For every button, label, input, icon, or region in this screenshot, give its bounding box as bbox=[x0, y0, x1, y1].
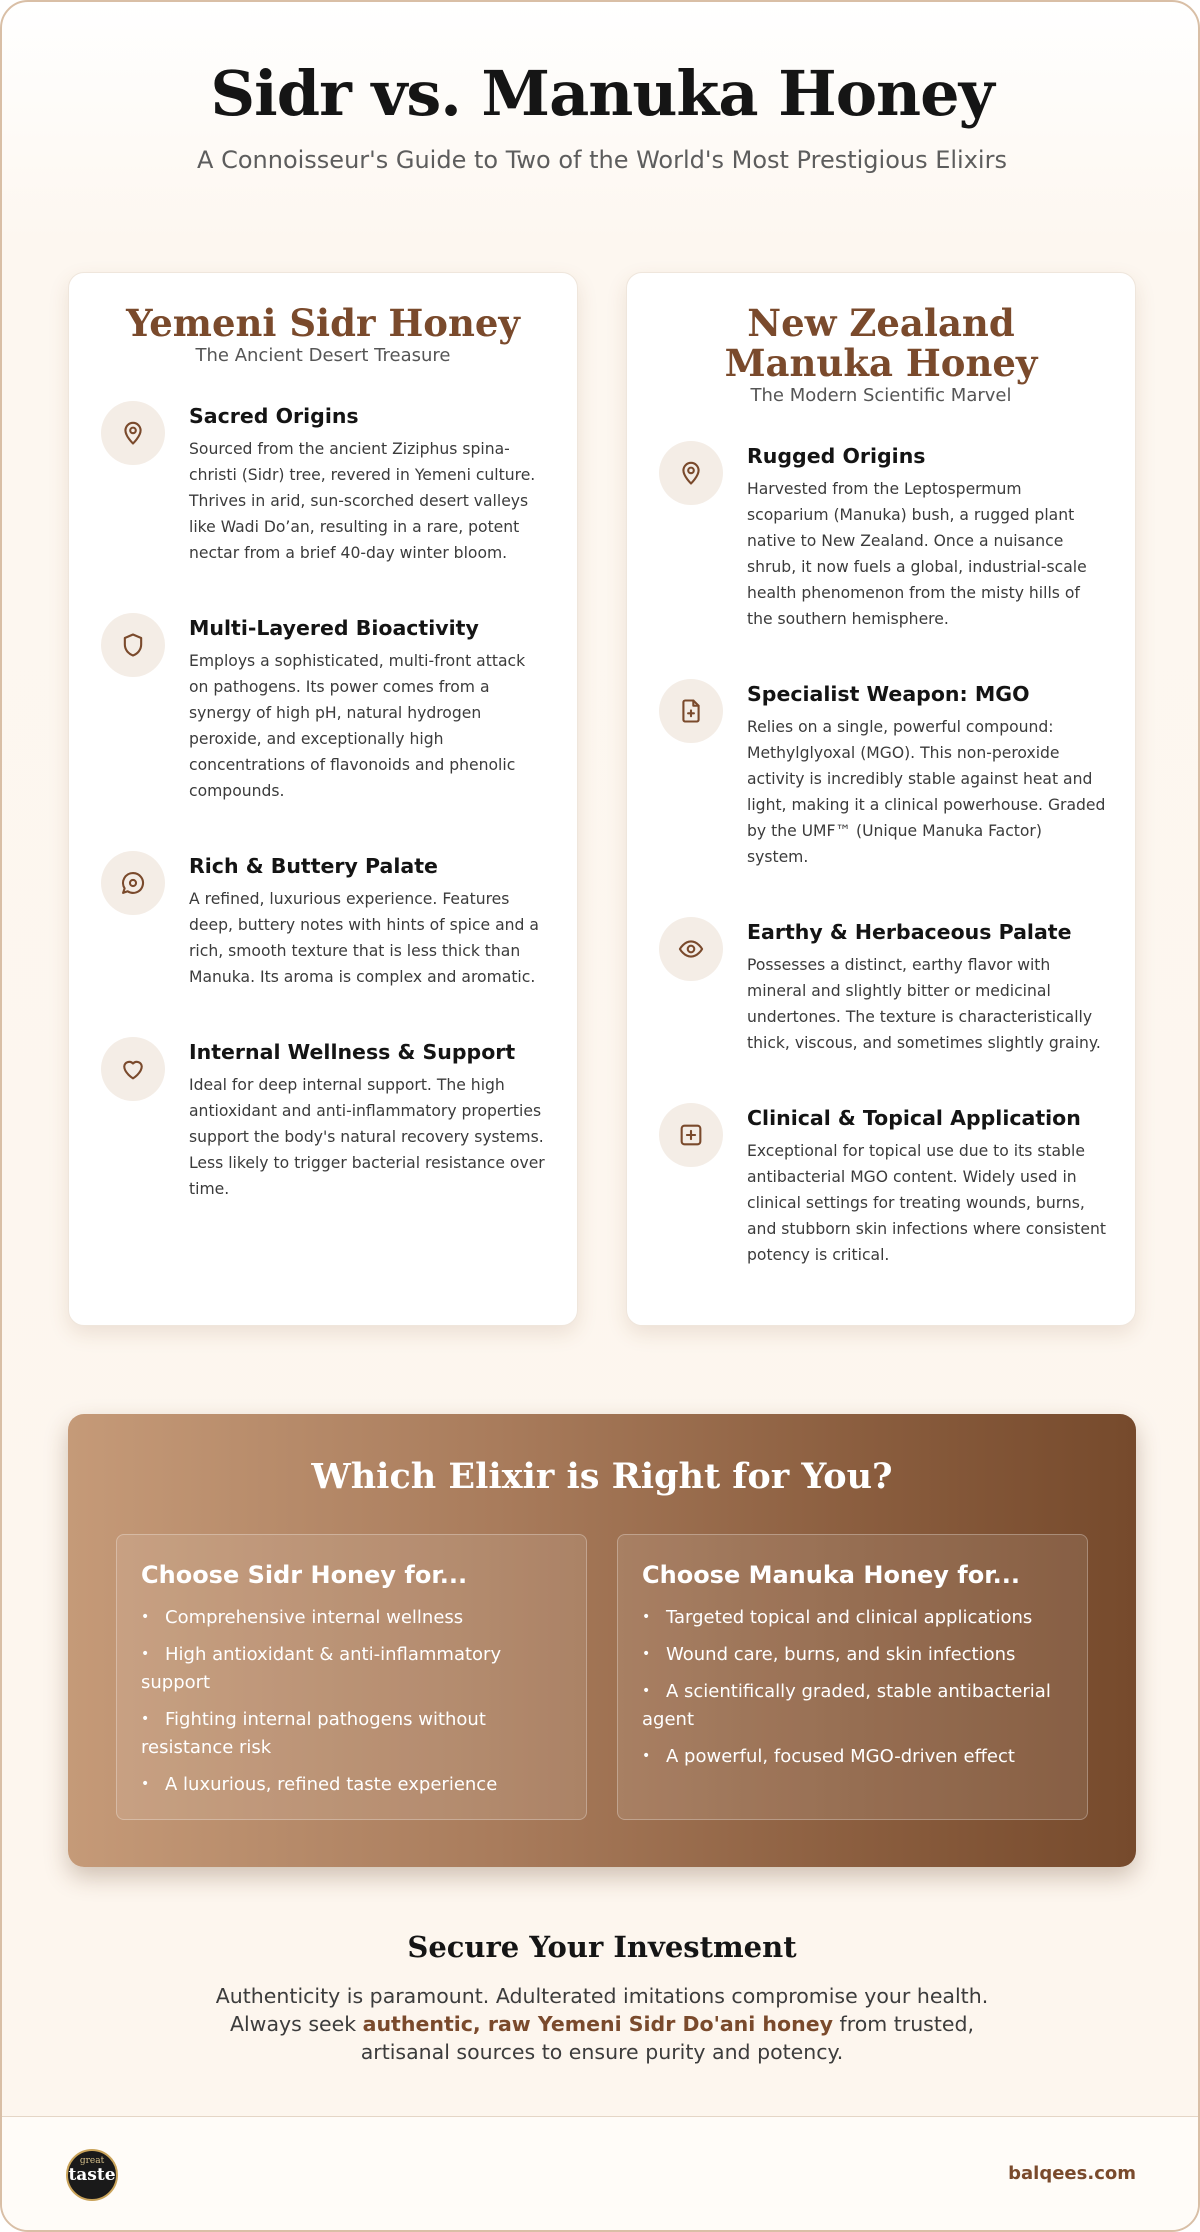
feature-text: Employs a sophisticated, multi-front attack on pathogens. Its power comes from a synergy of high pH, natural hydrogen peroxide, and exceptionally high concentrations of flavonoids and phenolic compounds. bbox=[189, 652, 526, 800]
sidr-card-title: Yemeni Sidr Honey bbox=[126, 301, 520, 345]
feature-title: Specialist Weapon: MGO bbox=[747, 682, 1030, 706]
choose-sidr-heading: Choose Sidr Honey for... bbox=[141, 1561, 468, 1589]
list-item: • Wound care, burns, and skin infections bbox=[642, 1644, 1016, 1665]
list-item: • Comprehensive internal wellness bbox=[141, 1607, 464, 1628]
hero-header bbox=[2, 57, 1200, 174]
feature-text: Relies on a single, powerful compound: Methylglyoxal (MGO). This non-peroxide activity is incredibly stable against heat and light, making it a clinical powerhouse. Graded by the UMF™ (Unique Manuka Factor) system. bbox=[747, 718, 1106, 866]
feature-title: Clinical & Topical Application bbox=[747, 1106, 1081, 1130]
feature-title: Multi-Layered Bioactivity bbox=[189, 616, 479, 640]
great-taste-badge: great taste bbox=[66, 2149, 118, 2201]
recommendation-title: Which Elixir is Right for You? bbox=[311, 1456, 893, 1497]
brand-link[interactable]: balqees.com bbox=[1008, 2163, 1136, 2184]
feature-title: Earthy & Herbaceous Palate bbox=[747, 920, 1072, 944]
feature-text: Sourced from the ancient Ziziphus spina-christi (Sidr) tree, revered in Yemeni culture. Thrives in arid, sun-scorched desert valleys like Wadi Do’an, resulting in a rare, potent nectar from a brief 40-day winter bloom. bbox=[189, 440, 536, 562]
feature-title: Rich & Buttery Palate bbox=[189, 854, 438, 878]
investment-title: Secure Your Investment bbox=[407, 1930, 797, 1964]
choose-manuka-panel bbox=[617, 1534, 1088, 1820]
shield-icon bbox=[101, 613, 165, 677]
feature-text: Ideal for deep internal support. The high antioxidant and anti-inflammatory properties support the body's natural recovery systems. Less likely to trigger bacterial resistance over time. bbox=[189, 1076, 545, 1198]
recommendation-banner bbox=[68, 1414, 1136, 1867]
page-title: Sidr vs. Manuka Honey bbox=[210, 57, 994, 130]
choose-manuka-heading: Choose Manuka Honey for... bbox=[642, 1561, 1020, 1589]
feature-text: Harvested from the Leptospermum scoparium (Manuka) bush, a rugged plant native to New Zealand. Once a nuisance shrub, it now fuels a global, industrial-scale health phenomenon from the misty hills of the southern hemisphere. bbox=[747, 480, 1087, 628]
choose-sidr-list bbox=[141, 1603, 562, 1799]
manuka-card-title: New Zealand Manuka Honey bbox=[724, 301, 1038, 385]
feature-bioactivity bbox=[69, 616, 577, 804]
sidr-card bbox=[68, 272, 578, 1326]
choose-sidr-panel bbox=[116, 1534, 587, 1820]
feature-sacred-origins bbox=[69, 404, 577, 566]
feature-text: A refined, luxurious experience. Features deep, buttery notes with hints of spice and a rich, smooth texture that is less thick than Manuka. Its aroma is complex and aromatic. bbox=[189, 890, 539, 986]
chat-bubble-icon bbox=[101, 851, 165, 915]
sidr-feature-list bbox=[69, 404, 577, 1202]
footer bbox=[2, 2116, 1200, 2232]
manuka-card-subtitle: The Modern Scientific Marvel bbox=[750, 385, 1012, 406]
manuka-feature-list bbox=[627, 444, 1135, 1268]
feature-palate bbox=[69, 854, 577, 990]
map-pin-icon bbox=[659, 441, 723, 505]
investment-section bbox=[2, 1930, 1200, 2066]
list-item: • A powerful, focused MGO-driven effect bbox=[642, 1746, 1015, 1767]
map-pin-icon bbox=[101, 401, 165, 465]
list-item: • Fighting internal pathogens without resistance risk bbox=[141, 1709, 486, 1758]
list-item: • A luxurious, refined taste experience bbox=[141, 1774, 498, 1795]
feature-text: Exceptional for topical use due to its stable antibacterial MGO content. Widely used in clinical settings for treating wounds, burns, and stubborn skin infections where consistent potency is critical. bbox=[747, 1142, 1107, 1264]
authentic-highlight: authentic, raw Yemeni Sidr Do'ani honey bbox=[362, 2012, 833, 2036]
feature-title: Rugged Origins bbox=[747, 444, 926, 468]
feature-title: Sacred Origins bbox=[189, 404, 359, 428]
plus-square-icon bbox=[659, 1103, 723, 1167]
feature-title: Internal Wellness & Support bbox=[189, 1040, 516, 1064]
investment-text: Authenticity is paramount. Adulterated imitations compromise your health. Always seek authentic, raw Yemeni Sidr Do'ani honey from trusted, artisanal sources to ensure purity and potency. bbox=[215, 1984, 989, 2064]
page-subtitle: A Connoisseur's Guide to Two of the World's Most Prestigious Elixirs bbox=[197, 146, 1007, 174]
manuka-card bbox=[626, 272, 1136, 1326]
list-item: • Targeted topical and clinical applications bbox=[642, 1607, 1033, 1628]
list-item: • A scientifically graded, stable antibacterial agent bbox=[642, 1681, 1051, 1730]
document-plus-icon bbox=[659, 679, 723, 743]
eye-icon bbox=[659, 917, 723, 981]
heart-icon bbox=[101, 1037, 165, 1101]
feature-wellness bbox=[69, 1040, 577, 1202]
choose-manuka-list bbox=[642, 1603, 1063, 1771]
list-item: • High antioxidant & anti-inflammatory support bbox=[141, 1644, 502, 1693]
feature-text: Possesses a distinct, earthy flavor with mineral and slightly bitter or medicinal undertones. The texture is characteristically thick, viscous, and sometimes slightly grainy. bbox=[747, 956, 1101, 1052]
feature-mgo bbox=[627, 682, 1135, 870]
feature-rugged-origins bbox=[627, 444, 1135, 632]
feature-clinical bbox=[627, 1106, 1135, 1268]
sidr-card-subtitle: The Ancient Desert Treasure bbox=[195, 345, 451, 366]
feature-earthy-palate bbox=[627, 920, 1135, 1056]
